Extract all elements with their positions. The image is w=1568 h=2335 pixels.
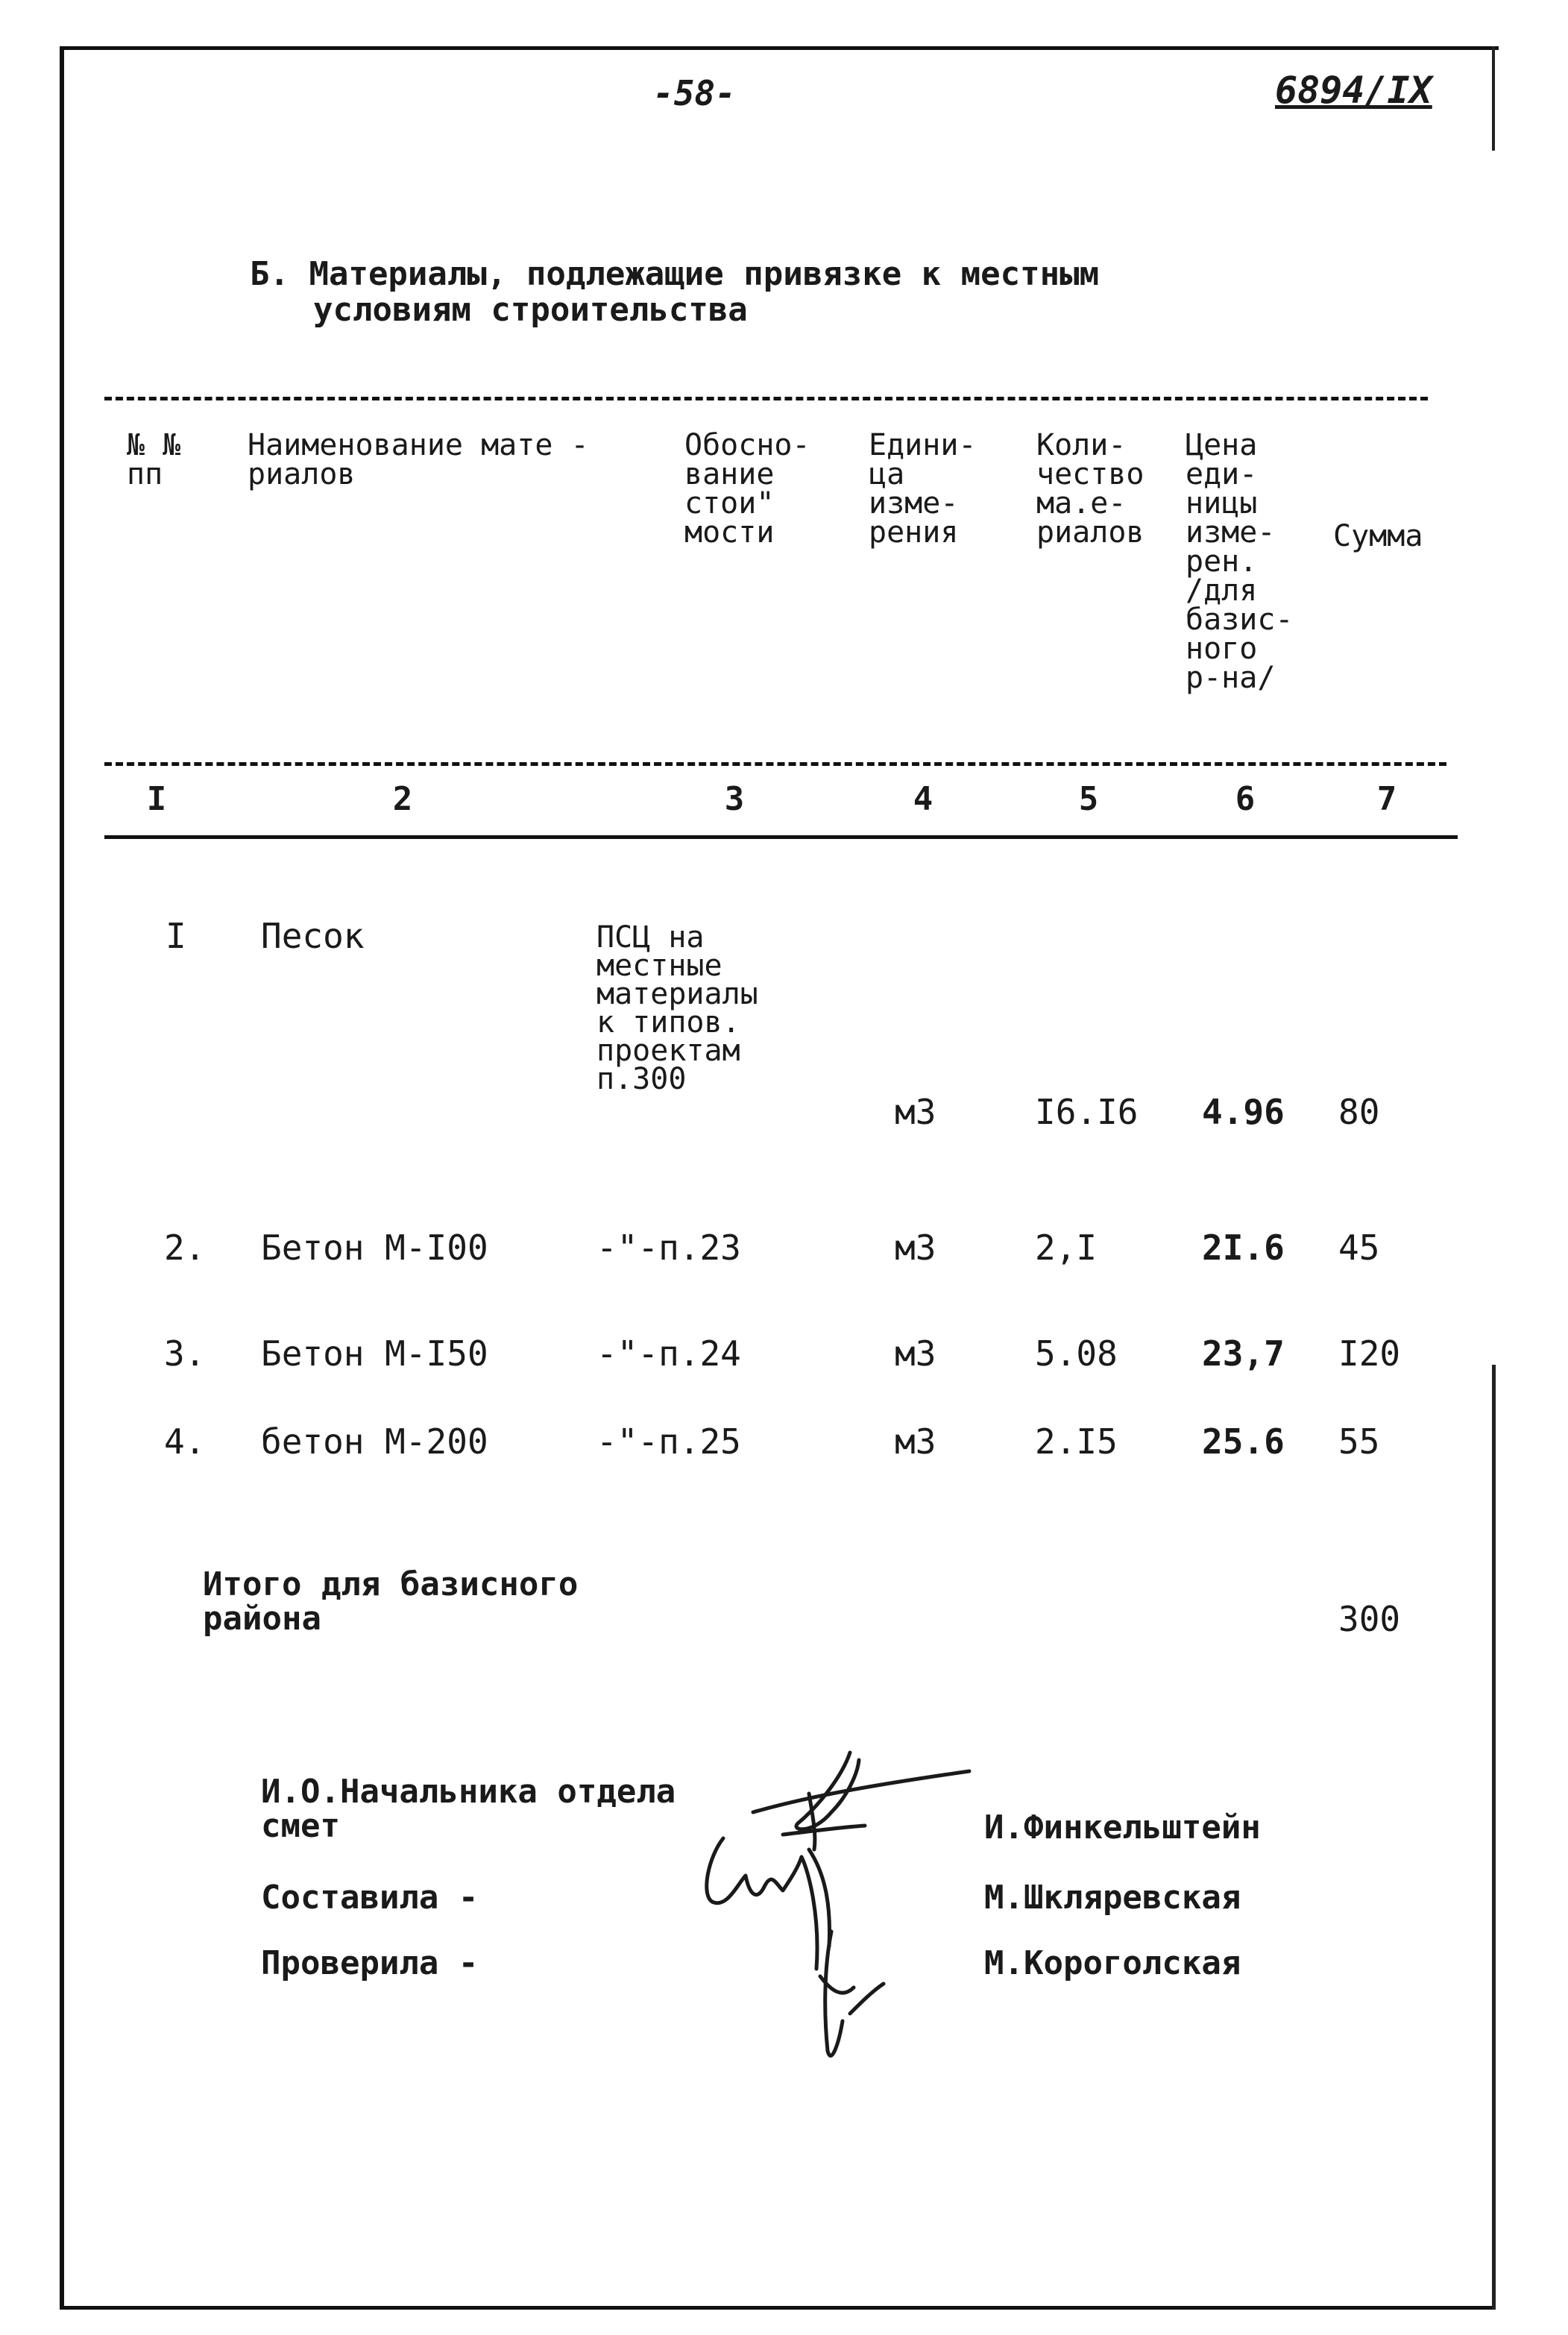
row3-price: 23,7 bbox=[1202, 1333, 1285, 1374]
row2-name: Бетон М-I00 bbox=[261, 1228, 488, 1268]
row4-unit: м3 bbox=[895, 1421, 936, 1462]
column-numbers-bottom-rule bbox=[104, 835, 1458, 839]
row3-name: Бетон М-I50 bbox=[261, 1333, 488, 1374]
row1-unit: м3 bbox=[895, 1092, 936, 1132]
header-bottom-rule bbox=[104, 762, 1446, 766]
row4-number: 4. bbox=[164, 1421, 206, 1462]
table-top-rule bbox=[104, 397, 1428, 400]
total-value: 300 bbox=[1338, 1599, 1401, 1639]
column-number-1: I bbox=[146, 780, 167, 818]
column-number-2: 2 bbox=[392, 780, 413, 818]
row1-quantity: I6.I6 bbox=[1035, 1092, 1139, 1132]
document-number: 6894/IX bbox=[1275, 69, 1432, 112]
handwritten-signatures bbox=[671, 1723, 984, 2081]
row2-price: 2I.6 bbox=[1202, 1228, 1285, 1268]
section-heading-line1: Б. Материалы, подлежащие привязке к местным bbox=[250, 255, 1100, 293]
frame-bottom-line bbox=[60, 2306, 1495, 2310]
frame-left-line bbox=[60, 46, 64, 2310]
row1-basis: ПСЦ на местные материалы к типов. проектам п.300 bbox=[596, 920, 758, 1096]
frame-right-top-line bbox=[1492, 46, 1495, 151]
row3-number: 3. bbox=[164, 1333, 206, 1374]
column-number-3: 3 bbox=[724, 780, 745, 818]
frame-right-line bbox=[1492, 1365, 1496, 2310]
header-unit: Едини- ца изме- рения bbox=[869, 428, 977, 550]
row4-name: бетон М-200 bbox=[261, 1421, 488, 1462]
section-heading-line2: условиям строительства bbox=[313, 291, 748, 329]
row2-basis: -"-п.23 bbox=[596, 1228, 741, 1268]
row1-sum: 80 bbox=[1338, 1092, 1380, 1132]
row4-quantity: 2.I5 bbox=[1035, 1421, 1118, 1462]
signature-name-checked: М.Короголская bbox=[984, 1944, 1241, 1982]
row2-number: 2. bbox=[164, 1228, 206, 1268]
signature-role-head: И.О.Начальника отдела смет bbox=[261, 1773, 676, 1845]
row4-sum: 55 bbox=[1338, 1421, 1380, 1462]
column-number-7: 7 bbox=[1376, 780, 1397, 818]
total-label: Итого для базисного района bbox=[203, 1565, 579, 1638]
row1-price: 4.96 bbox=[1202, 1092, 1285, 1132]
header-sum: Сумма bbox=[1333, 519, 1423, 553]
signature-role-checked: Проверила - bbox=[261, 1944, 479, 1982]
row3-sum: I20 bbox=[1338, 1333, 1401, 1374]
header-number: № № пп bbox=[127, 428, 181, 491]
header-quantity: Коли- чество ма.е- риалов bbox=[1036, 428, 1144, 550]
row3-quantity: 5.08 bbox=[1035, 1333, 1118, 1374]
signature-name-head: И.Финкельштейн bbox=[984, 1808, 1261, 1847]
row4-price: 25.6 bbox=[1202, 1421, 1285, 1462]
header-basis: Обосно- вание стои" мости bbox=[684, 428, 810, 550]
row3-basis: -"-п.24 bbox=[596, 1333, 741, 1374]
row2-sum: 45 bbox=[1338, 1228, 1380, 1268]
signature-role-compiled: Составила - bbox=[261, 1879, 479, 1917]
column-number-6: 6 bbox=[1235, 780, 1256, 818]
page-number: -58- bbox=[653, 73, 736, 113]
column-number-4: 4 bbox=[913, 780, 933, 818]
header-name: Наименование мате - риалов bbox=[248, 428, 589, 491]
row1-number: I bbox=[166, 916, 186, 956]
signature-name-compiled: М.Шкляревская bbox=[984, 1879, 1241, 1917]
frame-top-line bbox=[60, 46, 1499, 50]
column-number-5: 5 bbox=[1078, 780, 1099, 818]
row1-name: Песок bbox=[261, 916, 365, 956]
row4-basis: -"-п.25 bbox=[596, 1421, 741, 1462]
row2-quantity: 2,I bbox=[1035, 1228, 1098, 1268]
header-price: Цена еди- ницы изме- рен. /для базис- ного р-на/ bbox=[1186, 428, 1294, 695]
row2-unit: м3 bbox=[895, 1228, 936, 1268]
row3-unit: м3 bbox=[895, 1333, 936, 1374]
